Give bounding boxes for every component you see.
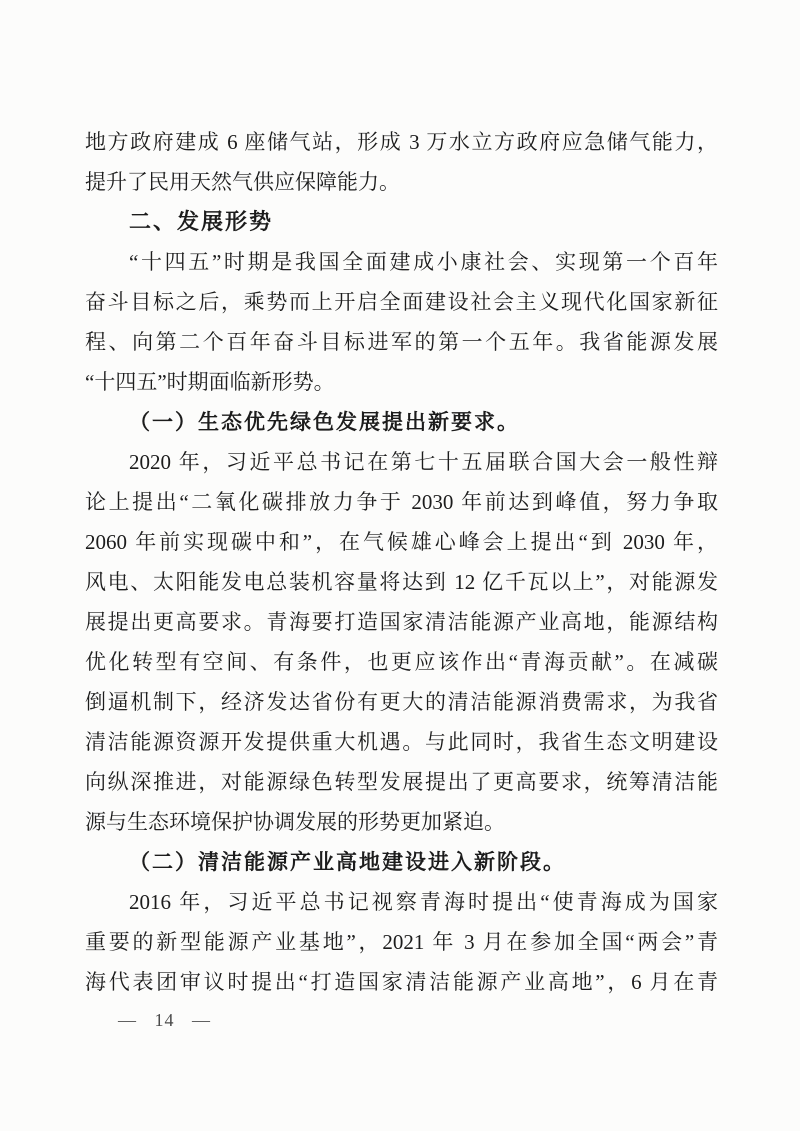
text-line: 提升了民用天然气供应保障能力。 (85, 170, 400, 194)
document-body (85, 122, 718, 1002)
subsection-heading: （一）生态优先绿色发展提出新要求。 (129, 410, 520, 434)
text-line: “十四五”时期面临新形势。 (85, 370, 335, 394)
subsection-heading: （二）清洁能源产业高地建设进入新阶段。 (129, 850, 566, 874)
section-heading: 二、发展形势 (129, 209, 274, 234)
text-line: 源与生态环境保护协调发展的形势更加紧迫。 (85, 810, 505, 834)
text-line: 程、向第二个百年奋斗目标进军的第一个五年。我省能源发展 (85, 330, 718, 354)
text-line: “十四五”时期是我国全面建成小康社会、实现第一个百年 (129, 250, 718, 274)
text-line: 清洁能源资源开发提供重大机遇。与此同时，我省生态文明建设 (85, 730, 718, 754)
text-line: 2020 年，习近平总书记在第七十五届联合国大会一般性辩 (129, 450, 718, 474)
text-line: 倒逼机制下，经济发达省份有更大的清洁能源消费需求，为我省 (85, 690, 718, 714)
text-line: 论上提出“二氧化碳排放力争于 2030 年前达到峰值，努力争取 (85, 490, 718, 514)
text-line: 2016 年，习近平总书记视察青海时提出“使青海成为国家 (129, 890, 718, 914)
text-line: 优化转型有空间、有条件，也更应该作出“青海贡献”。在减碳 (85, 650, 718, 674)
text-line: 地方政府建成 6 座储气站，形成 3 万水立方政府应急储气能力， (85, 130, 718, 154)
text-line: 展提出更高要求。青海要打造国家清洁能源产业高地，能源结构 (85, 610, 718, 634)
text-line: 风电、太阳能发电总装机容量将达到 12 亿千瓦以上”，对能源发 (85, 570, 718, 594)
text-line: 2060 年前实现碳中和”，在气候雄心峰会上提出“到 2030 年， (85, 530, 718, 554)
text-line: 海代表团审议时提出“打造国家清洁能源产业高地”，6 月在青 (85, 970, 718, 994)
text-line: 重要的新型能源产业基地”，2021 年 3 月在参加全国“两会”青 (85, 930, 718, 954)
page-number: — 14 — (118, 1010, 211, 1030)
text-line: 奋斗目标之后，乘势而上开启全面建设社会主义现代化国家新征 (85, 290, 718, 314)
text-line: 向纵深推进，对能源绿色转型发展提出了更高要求，统筹清洁能 (85, 770, 718, 794)
